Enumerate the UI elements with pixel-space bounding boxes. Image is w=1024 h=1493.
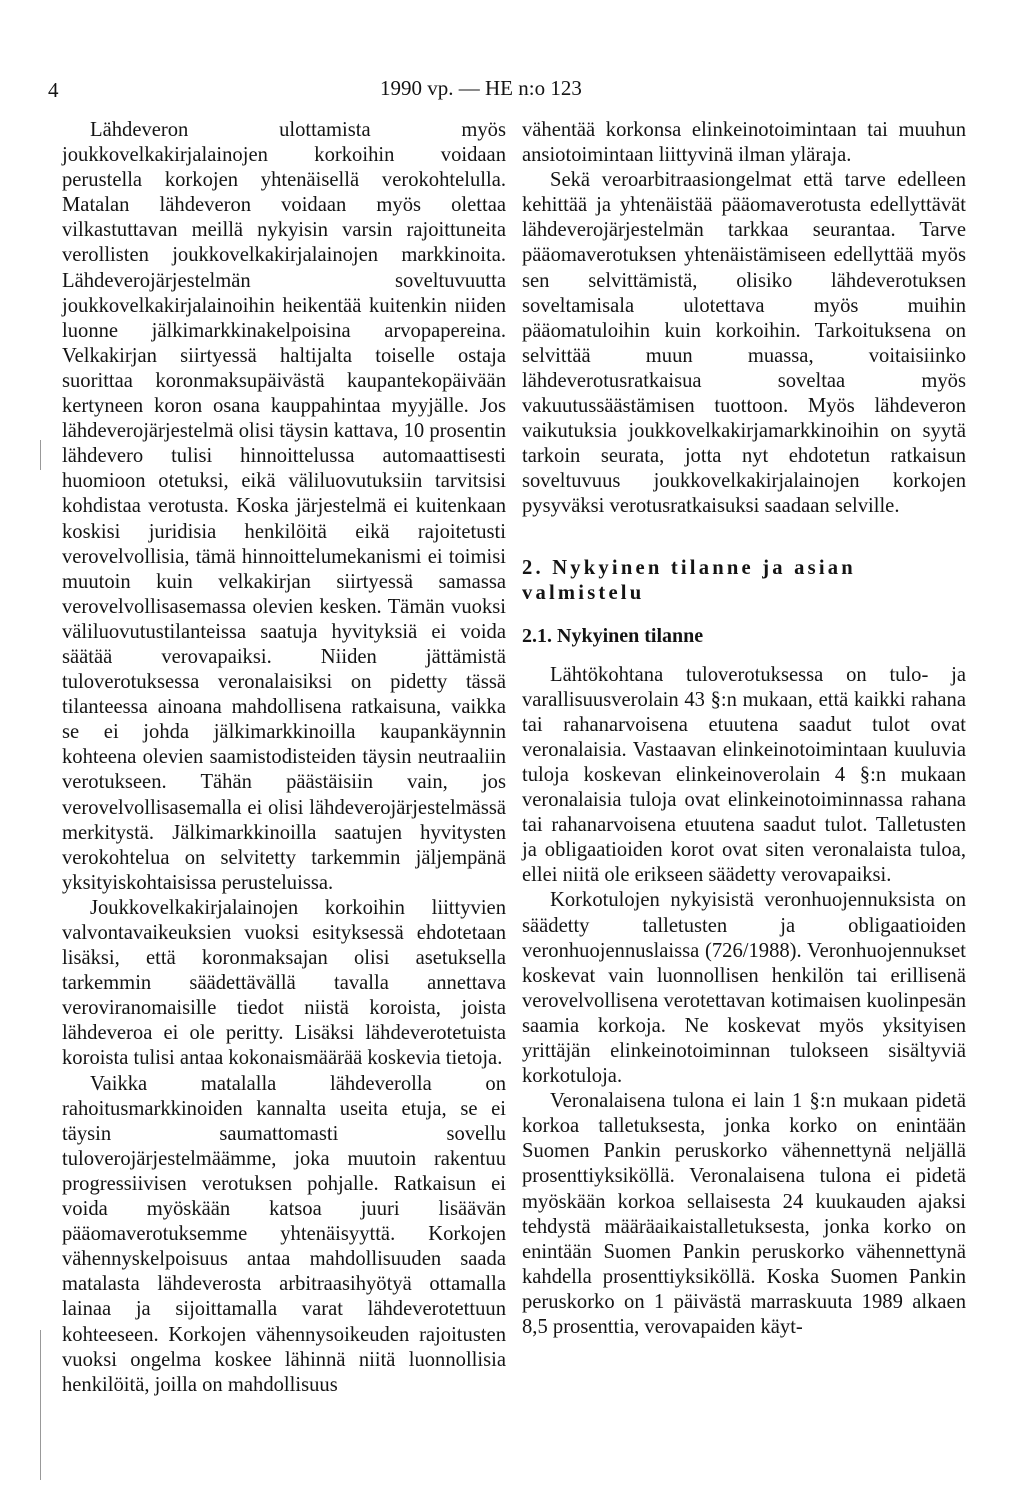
body-paragraph: Lähtökohtana tuloverotuksessa on tulo- ja varallisuusverolain 43 §:n mukaan, että kaikki rahana tai rahanarvoisena etuutena saadut tulot ovat veronalaisia. Vastaavan elinkeinotoimintaan kuuluvia tuloja koskevan elinkeinoverolain 4 §:n mukaan veronalaisia tuloja ovat elinkeinotoiminnassa rahana tai rahanarvoisena etuutena saadut tulot. Talletusten ja obligaatioiden korot ovat siten veronalaista tuloa, ellei niitä ole erikseen säädetty verovapaiksi.: [522, 663, 966, 887]
body-paragraph: Sekä veroarbitraasiongelmat että tarve edelleen kehittää ja yhtenäistää pääomaverotusta edellyttävät lähdeverojärjestelmän tarkkaa seurantaa. Tarve pääomaverotuksen yhtenäistämiseen edellyttää myös sen selvittämistä, olisiko lähdeverotuksen soveltamisala ulotettava myös muihin pääomatuloihin kuin korkoihin. Tarkoituksena on selvittää muun muassa, voitaisiinko lähdeverotusratkaisua soveltaa myös vakuutussäästämisen tuottoon. Myös lähdeveron vaikutuksia joukkovelkakirjamarkkinoihin on syytä tarkoin seurata, jotta nyt ehdotetun ratkaisun soveltuvuus joukkovelkakirjalainojen korkojen pysyväksi verotusratkaisuksi saadaan selville.: [522, 169, 966, 518]
continued-paragraph: vähentää korkonsa elinkeinotoimintaan tai muuhun ansiotoimintaan liittyvinä ilman yläraja.: [522, 119, 966, 167]
body-paragraph: Korkotulojen nykyisistä veronhuojennuksista on säädetty talletusten ja obligaatioiden veronhuojennuslaissa (726/1988). Veronhuojennukset koskevat vain luonnollisen henkilön tai erillisenä verovelvollisena verotettavan kotimaisen kuolinpesän saamia korkoja. Ne koskevat myös yksityisen yrittäjän elinkeinotoiminnan tulokseen sisältyviä korkotuloja.: [522, 889, 966, 1088]
page-number: 4: [48, 78, 59, 102]
body-paragraph: Lähdeveron ulottamista myös joukkovelkakirjalainojen korkoihin voidaan perustella korkojen yhtenäisellä verokohtelulla. Matalan lähdeveron voidaan myös olettaa vilkastuttavan meillä nykyisin varsin rajoittuneita verollisten joukkovelkakirjalainojen markkinoita. Lähdeverojärjestelmän soveltuvuutta joukkovelkakirjalainoihin heikentää kuitenkin niiden luonne jälkimarkkinakelpoisina arvopapereina. Velkakirjan siirtyessä haltijalta toiselle ostaja suorittaa koronmaksupäivästä kaupantekopäivään kertyneen koron osana kauppahintaa myyjälle. Jos lähdeverojärjestelmä olisi täysin kattava, 10 prosentin lähdevero tulisi hinnoittelussa automaattisesti huomioon otetuksi, eikä väliluovutuksiin tarvitsisi kohdistaa verotusta. Koska järjestelmä ei kuitenkaan koskisi juridisia henkilöitä eikä rajoitetusti verovelvollisia, tämä hinnoittelumekanismi ei toimisi muutoin kuin velkakirjan siirtyessä samassa verovelvollisasemassa olevien kesken. Tämän vuoksi väliluovutustilanteissa saatuja hyvityksiä ei voida säätää verovapaiksi. Niiden jättämistä tuloverotuksessa veronalaisiksi on pidetty tässä tilanteessa ainoana mahdollisena ratkaisuna, vaikka se ei johda jälkimarkkinoilla kaupankäynnin kohteena olevien saamistodisteiden täysin neutraaliin verotukseen. Tähän päästäisiin vain, jos verovelvollisasemalla ei olisi lähdeverojärjestelmässä merkitystä. Jälkimarkkinoilla saatujen hyvitysten verokohtelua on selvitetty tarkemmin jäljempänä yksityiskohtaisissa perusteluissa.: [62, 119, 506, 894]
margin-mark: [40, 440, 41, 470]
margin-mark: [40, 1330, 41, 1480]
right-column: [522, 118, 966, 1340]
section-heading: 2. Nykyinen tilanne ja asian valmistelu: [522, 556, 856, 604]
body-paragraph: Joukkovelkakirjalainojen korkoihin liittyvien valvontavaikeuksien vuoksi esityksessä ehdotetaan lisäksi, että koronmaksajan olisi asetuksella tarkemmin säädettävällä tavalla annettava veroviranomaisille tiedot niistä koroista, joista lähdeveroa ei ole peritty. Lisäksi lähdeverotetuista koroista tulisi antaa kokonaismäärää koskevia tietoja.: [62, 896, 506, 1070]
running-head: 1990 vp. — HE n:o 123: [380, 76, 582, 100]
subsection-heading: 2.1. Nykyinen tilanne: [522, 624, 704, 647]
body-paragraph: Veronalaisena tulona ei lain 1 §:n mukaan pidetä korkoa talletuksesta, jonka korko on enintään Suomen Pankin peruskorko vähennettynä neljällä prosenttiyksiköllä. Veronalaisena tulona ei pidetä myöskään korkoa sellaisesta 24 kuukauden ajaksi tehdystä määräaikaistalletuksesta, jonka korko on enintään Suomen Pankin peruskorko vähennettynä kahdella prosenttiyksiköllä. Koska Suomen Pankin peruskorko on 1 päivästä marraskuuta 1989 alkaen 8,5 prosenttia, verovapaiden käyt-: [522, 1090, 966, 1339]
left-column: [62, 118, 506, 1398]
body-paragraph: Vaikka matalalla lähdeverolla on rahoitusmarkkinoiden kannalta useita etuja, se ei täysin saumattomasti sovellu tuloverojärjestelmäämme, joka muutoin rakentuu progressiivisen verotuksen pohjalle. Ratkaisun ei voida myöskään katsoa juuri lisäävän pääomaverotuksemme yhtenäisyyttä. Korkojen vähennyskelpoisuus antaa mahdollisuuden saada matalasta lähdeverosta arbitraasihyötyä ottamalla lainaa ja sijoittamalla varat lähdeverotettuun kohteeseen. Korkojen vähennysoikeuden rajoitusten vuoksi ongelma koskee lähinnä niitä luonnollisia henkilöitä, joilla on mahdollisuus: [62, 1072, 506, 1396]
